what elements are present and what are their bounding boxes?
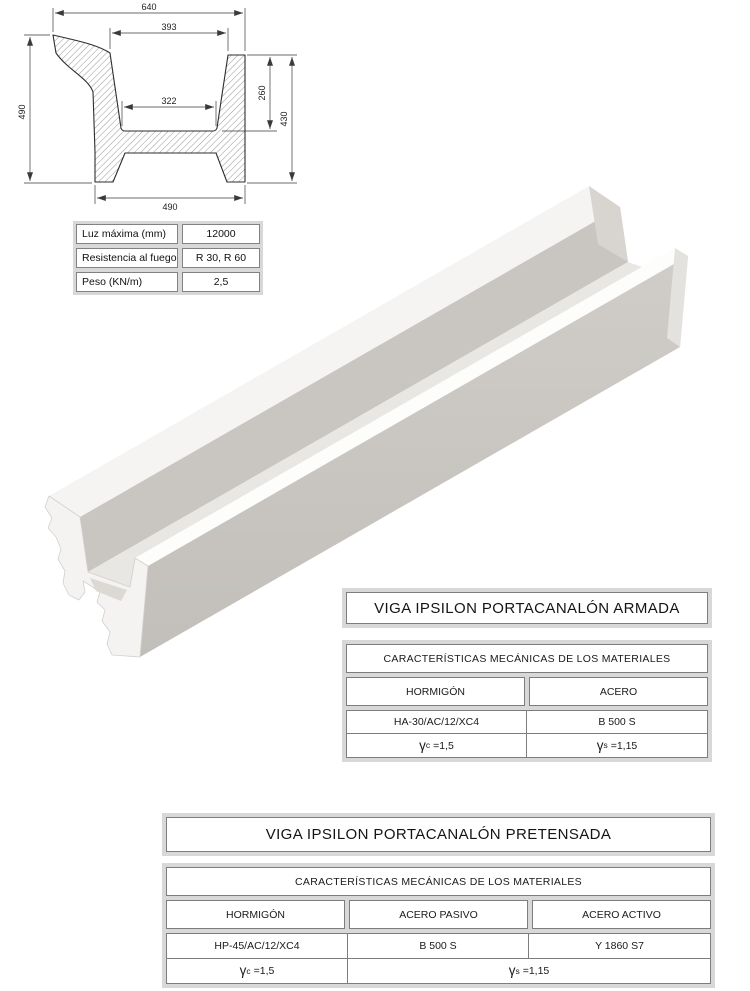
armada-table-header: CARACTERÍSTICAS MECÁNICAS DE LOS MATERIALES — [346, 644, 708, 673]
gamma-subscript: s — [603, 740, 608, 751]
gamma-equation: =1,5 — [253, 964, 275, 977]
gamma-equation: =1,15 — [610, 739, 638, 752]
dim-base-width: 490 — [162, 202, 178, 212]
dim-left-height: 490 — [17, 104, 27, 120]
pretensada-value-hormigon: HP-45/AC/12/XC4 — [167, 934, 348, 959]
armada-title-box — [342, 588, 712, 628]
armada-table — [342, 640, 712, 762]
spec-value: 12000 — [182, 224, 260, 244]
pretensada-gamma-c — [167, 959, 348, 984]
armada-table-values — [346, 710, 708, 758]
spec-label: Peso (KN/m) — [76, 272, 178, 292]
pretensada-col-acero-pasivo: ACERO PASIVO — [349, 900, 528, 929]
pretensada-table-header: CARACTERÍSTICAS MECÁNICAS DE LOS MATERIALES — [166, 867, 711, 896]
armada-gamma-c — [347, 734, 527, 757]
armada-value-hormigon: HA-30/AC/12/XC4 — [347, 711, 527, 734]
spec-label: Luz máxima (mm) — [76, 224, 178, 244]
pretensada-col-acero-activo: ACERO ACTIVO — [532, 900, 711, 929]
gamma-subscript: s — [515, 965, 520, 976]
armada-title: VIGA IPSILON PORTACANALÓN ARMADA — [346, 592, 708, 624]
spec-value: 2,5 — [182, 272, 260, 292]
armada-table-columns — [346, 677, 708, 706]
pretensada-col-hormigon: HORMIGÓN — [166, 900, 345, 929]
gamma-symbol: γ — [419, 737, 426, 753]
dim-top-width: 640 — [141, 2, 157, 12]
dim-inner-top-width: 393 — [161, 22, 177, 32]
armada-col-acero: ACERO — [529, 677, 708, 706]
gamma-equation: =1,5 — [433, 739, 454, 752]
dim-right-height: 430 — [279, 111, 289, 127]
armada-col-hormigon: HORMIGÓN — [346, 677, 525, 706]
pretensada-table-values — [166, 933, 711, 984]
pretensada-title-box — [162, 813, 715, 856]
gamma-symbol: γ — [596, 737, 604, 753]
gamma-subscript: c — [246, 965, 251, 976]
armada-gamma-s — [527, 734, 707, 757]
pretensada-title: VIGA IPSILON PORTACANALÓN PRETENSADA — [166, 817, 711, 852]
gamma-symbol: γ — [508, 963, 516, 978]
pretensada-table — [162, 863, 715, 988]
gamma-subscript: c — [425, 740, 431, 751]
gamma-equation: =1,15 — [522, 964, 550, 977]
armada-value-acero: B 500 S — [527, 711, 707, 734]
spec-value: R 30, R 60 — [182, 248, 260, 268]
gamma-symbol: γ — [239, 963, 247, 978]
spec-label: Resistencia al fuego — [76, 248, 178, 268]
dim-inner-bottom-width: 322 — [161, 96, 177, 106]
dim-cavity-depth: 260 — [257, 85, 267, 101]
pretensada-gamma-s — [348, 959, 710, 984]
pretensada-value-acero-pasivo: B 500 S — [348, 934, 529, 959]
beam-faces — [45, 186, 688, 657]
pretensada-value-acero-activo: Y 1860 S7 — [529, 934, 710, 959]
pretensada-table-columns — [166, 900, 711, 929]
